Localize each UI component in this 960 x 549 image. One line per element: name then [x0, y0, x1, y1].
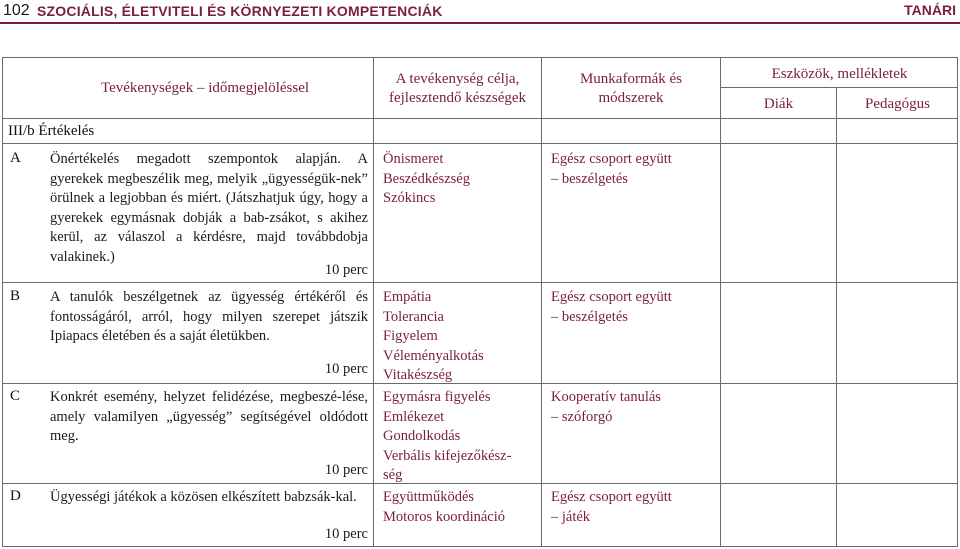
skills-c: [383, 388, 533, 486]
skill-item: Egymásra figyelés: [383, 389, 491, 405]
skill-item: Együttműködés: [383, 489, 475, 505]
column-header-method: [542, 70, 720, 108]
method-line1: Kooperatív tanulás: [551, 389, 661, 405]
method-b: [551, 288, 721, 327]
book-title: SZOCIÁLIS, ÉLETVITELI ÉS KÖRNYEZETI KOMPETENCIÁK: [37, 3, 443, 19]
activity-c: Konkrét esemény, helyzet felidézése, megbeszé-lése, amely valamilyen „ügyesség” segítségével oldódott meg.: [50, 389, 368, 444]
row-letter-a: A: [10, 150, 21, 166]
tools-subheader-divider: [720, 87, 958, 88]
skill-item: Tolerancia: [383, 308, 444, 325]
time-b: 10 perc: [324, 361, 368, 377]
activity-d: Ügyességi játékok a közösen elkészített babzsák-kal.: [50, 489, 357, 505]
skill-item: Önismeret: [383, 151, 444, 167]
method-line2: – szóforgó: [551, 408, 613, 425]
goal-header-line2: fejlesztendő készségek: [388, 90, 527, 106]
activity-b: A tanulók beszélgetnek az ügyesség értékéről és fontosságáról, arról, hogy milyen szerepet játszik Ipiapacs életében és a saját életükben.: [50, 289, 368, 344]
column-header-activity: Tevékenységek – időmegjelöléssel: [100, 80, 310, 96]
skill-item: Empátia: [383, 289, 432, 305]
column-header-tools: Eszközök, mellékletek: [771, 66, 908, 82]
page-header: [0, 0, 960, 24]
skill-item: ség: [383, 467, 403, 483]
method-line1: Egész csoport együtt: [551, 489, 672, 505]
activity-a: Önértékelés megadott szempontok alapján. A gyerekek megbeszélik meg, melyik „ügyességük-nek” örülnek a legjobban és miért. (Játszhatjuk úgy, hogy a gyerekek egymásnak dobják a bab-zsákot, s akihez kerül, az válaszol a kérdésre, majd továbbdobja valakinek.): [50, 151, 368, 265]
method-line1: Egész csoport együtt: [551, 289, 672, 305]
teacher-label: TANÁRI: [904, 2, 956, 18]
section-title: III/b Értékelés: [8, 123, 95, 139]
skill-item: Motoros koordináció: [383, 508, 506, 525]
skill-item: Vitakészség: [383, 367, 453, 383]
row-letter-b: B: [10, 288, 21, 304]
skill-item: Figyelem: [383, 328, 438, 344]
row-divider-a: [2, 282, 958, 283]
header-divider: [2, 118, 958, 119]
method-header-line1: Munkaformák és: [579, 71, 683, 87]
method-d: [551, 488, 721, 527]
skills-a: [383, 150, 533, 209]
goal-header-line1: A tevékenység célja,: [395, 71, 520, 87]
time-a: 10 perc: [324, 262, 368, 278]
column-header-goal: [374, 70, 541, 108]
method-c: [551, 388, 721, 427]
skill-item: Emlékezet: [383, 408, 445, 425]
method-a: [551, 150, 721, 189]
col-divider-tools: [836, 87, 837, 547]
method-header-line2: módszerek: [598, 90, 664, 106]
time-d: 10 perc: [324, 526, 368, 542]
row-letter-d: D: [10, 488, 21, 504]
col-divider-activity: [373, 57, 374, 547]
skill-item: Szókincs: [383, 190, 436, 206]
row-letter-c: C: [10, 388, 21, 404]
column-header-student: Diák: [763, 96, 794, 112]
method-line2: – beszélgetés: [551, 308, 628, 325]
col-divider-goal: [541, 57, 542, 547]
section-divider: [2, 143, 958, 144]
method-line1: Egész csoport együtt: [551, 151, 672, 167]
skill-item: Gondolkodás: [383, 428, 461, 444]
column-header-teacher: Pedagógus: [865, 96, 930, 112]
method-line2: – játék: [551, 508, 591, 525]
time-c: 10 perc: [324, 462, 368, 478]
skill-item: Beszédkészség: [383, 170, 470, 187]
page-number: 102: [3, 2, 30, 19]
method-line2: – beszélgetés: [551, 170, 628, 187]
skill-item: Verbális kifejezőkész-: [383, 447, 512, 464]
skills-b: [383, 288, 533, 386]
skill-item: Véleményalkotás: [383, 347, 484, 364]
skills-d: [383, 488, 533, 527]
